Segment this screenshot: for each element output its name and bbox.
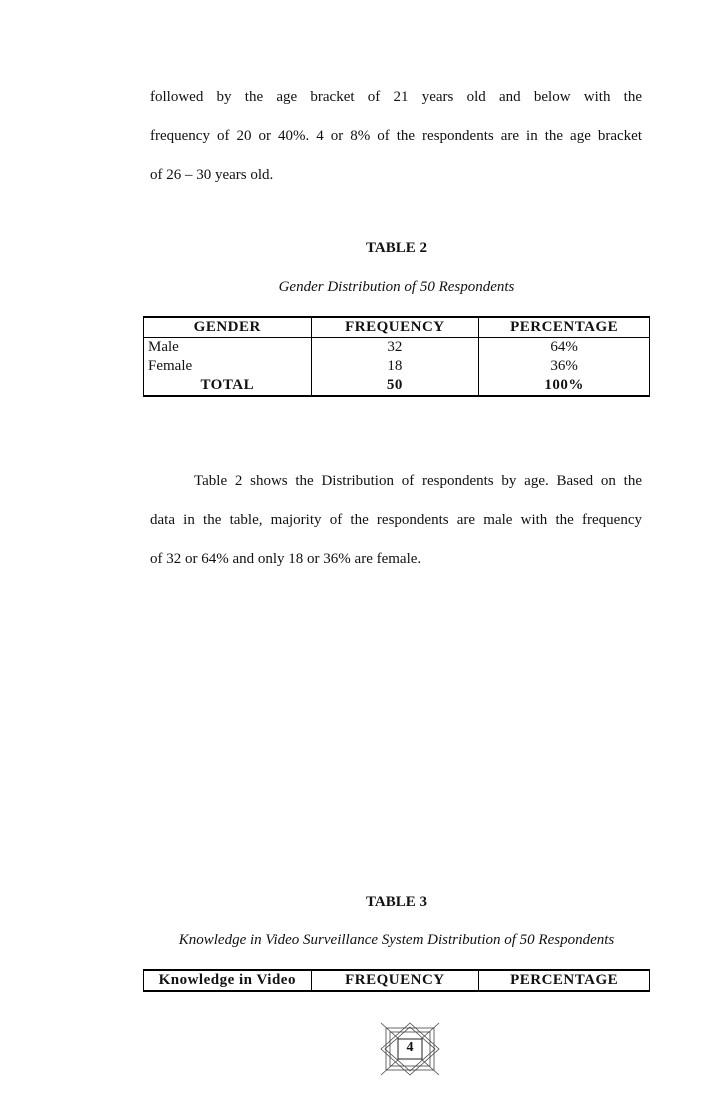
table-row bbox=[144, 357, 650, 376]
table3-header-knowledge: Knowledge in Video bbox=[144, 970, 312, 991]
discussion-line-3: of 32 or 64% and only 18 or 36% are female. bbox=[150, 551, 422, 567]
table3-header-percentage: PERCENTAGE bbox=[479, 970, 650, 991]
table3-caption: Knowledge in Video Surveillance System Distribution of 50 Respondents bbox=[178, 932, 615, 948]
table2-header-gender: GENDER bbox=[144, 317, 312, 338]
table2-header-row bbox=[144, 317, 650, 338]
discussion-paragraph bbox=[150, 462, 642, 579]
table3-title: TABLE 3 bbox=[366, 894, 427, 910]
table2-total-percentage: 100% bbox=[479, 376, 650, 396]
table3-header-frequency: FREQUENCY bbox=[311, 970, 479, 991]
intro-paragraph bbox=[150, 78, 642, 195]
page-number-ornament bbox=[380, 1022, 440, 1076]
table2-title: TABLE 2 bbox=[366, 240, 427, 256]
table2 bbox=[143, 316, 650, 397]
intro-line-2: frequency of 20 or 40%. 4 or 8% of the respondents are in the age bracket bbox=[150, 128, 642, 144]
table2-row-percentage: 64% bbox=[479, 338, 650, 358]
discussion-line-1: Table 2 shows the Distribution of respondents by age. Based on the bbox=[194, 473, 642, 489]
intro-line-1: followed by the age bracket of 21 years old and below with the bbox=[150, 89, 642, 105]
table2-total-frequency: 50 bbox=[311, 376, 479, 396]
table2-caption: Gender Distribution of 50 Respondents bbox=[278, 279, 515, 295]
table2-total-row bbox=[144, 376, 650, 396]
table2-header-frequency: FREQUENCY bbox=[311, 317, 479, 338]
table-row bbox=[144, 338, 650, 358]
table2-row-frequency: 18 bbox=[311, 357, 479, 376]
table2-row-frequency: 32 bbox=[311, 338, 479, 358]
page-number: 4 bbox=[406, 1040, 414, 1055]
table2-total-label: TOTAL bbox=[144, 376, 312, 396]
table2-row-percentage: 36% bbox=[479, 357, 650, 376]
table2-row-label: Female bbox=[144, 357, 312, 376]
intro-line-3: of 26 – 30 years old. bbox=[150, 167, 274, 183]
discussion-line-2: data in the table, majority of the respondents are male with the frequency bbox=[150, 512, 642, 528]
table2-header-percentage: PERCENTAGE bbox=[479, 317, 650, 338]
table3-header-row bbox=[144, 970, 650, 991]
table2-row-label: Male bbox=[144, 338, 312, 358]
table3 bbox=[143, 969, 650, 992]
